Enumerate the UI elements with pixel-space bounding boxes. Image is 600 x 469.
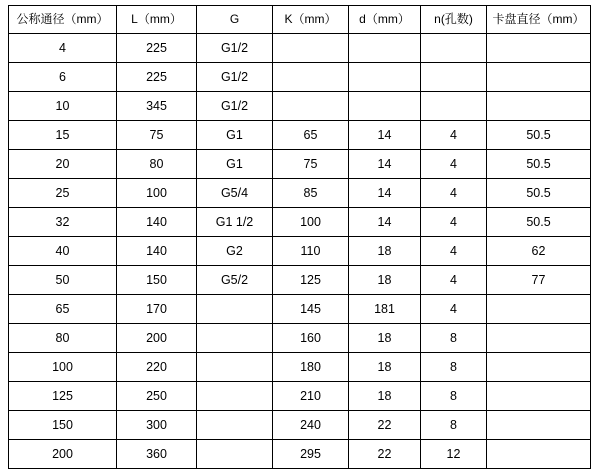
cell-thread <box>197 440 273 469</box>
cell-chuck-diameter <box>487 295 591 324</box>
table-header-row <box>9 6 591 34</box>
table-row <box>9 92 591 121</box>
cell-thread: G1 <box>197 121 273 150</box>
cell-thread <box>197 295 273 324</box>
cell-hole-count: 4 <box>421 237 487 266</box>
cell-hole-count: 12 <box>421 440 487 469</box>
cell-chuck-diameter <box>487 63 591 92</box>
cell-chuck-diameter: 50.5 <box>487 150 591 179</box>
cell-d: 181 <box>349 295 421 324</box>
cell-chuck-diameter: 62 <box>487 237 591 266</box>
cell-thread <box>197 353 273 382</box>
cell-d: 18 <box>349 324 421 353</box>
cell-k: 295 <box>273 440 349 469</box>
cell-k: 110 <box>273 237 349 266</box>
table-row <box>9 411 591 440</box>
table-body <box>9 34 591 469</box>
cell-d: 18 <box>349 353 421 382</box>
cell-hole-count: 4 <box>421 266 487 295</box>
cell-chuck-diameter: 50.5 <box>487 208 591 237</box>
cell-k: 145 <box>273 295 349 324</box>
cell-d: 22 <box>349 411 421 440</box>
cell-nominal-diameter: 15 <box>9 121 117 150</box>
table-row <box>9 150 591 179</box>
cell-chuck-diameter <box>487 324 591 353</box>
cell-hole-count: 4 <box>421 150 487 179</box>
table-row <box>9 179 591 208</box>
cell-d: 18 <box>349 266 421 295</box>
cell-hole-count: 8 <box>421 411 487 440</box>
cell-length: 225 <box>117 34 197 63</box>
cell-hole-count <box>421 92 487 121</box>
cell-length: 250 <box>117 382 197 411</box>
table-row <box>9 382 591 411</box>
cell-length: 360 <box>117 440 197 469</box>
cell-hole-count: 4 <box>421 179 487 208</box>
cell-thread: G1/2 <box>197 63 273 92</box>
cell-k: 100 <box>273 208 349 237</box>
cell-length: 140 <box>117 237 197 266</box>
table-row <box>9 121 591 150</box>
cell-hole-count <box>421 34 487 63</box>
cell-hole-count: 4 <box>421 295 487 324</box>
cell-hole-count: 8 <box>421 382 487 411</box>
cell-chuck-diameter: 50.5 <box>487 179 591 208</box>
table-row <box>9 34 591 63</box>
cell-nominal-diameter: 4 <box>9 34 117 63</box>
table-row <box>9 353 591 382</box>
cell-thread <box>197 382 273 411</box>
cell-k <box>273 63 349 92</box>
cell-chuck-diameter: 50.5 <box>487 121 591 150</box>
cell-length: 225 <box>117 63 197 92</box>
column-header-nominal-diameter: 公称通径（mm） <box>9 6 117 34</box>
cell-length: 200 <box>117 324 197 353</box>
cell-k: 240 <box>273 411 349 440</box>
column-header-thread: G <box>197 6 273 34</box>
cell-thread: G1/2 <box>197 34 273 63</box>
spec-table-sheet <box>0 5 600 461</box>
cell-k: 210 <box>273 382 349 411</box>
cell-thread: G5/4 <box>197 179 273 208</box>
column-header-k: K（mm） <box>273 6 349 34</box>
cell-hole-count: 4 <box>421 208 487 237</box>
cell-k <box>273 92 349 121</box>
cell-nominal-diameter: 32 <box>9 208 117 237</box>
table-row <box>9 266 591 295</box>
column-header-hole-count: n(孔数) <box>421 6 487 34</box>
cell-d: 18 <box>349 237 421 266</box>
cell-k: 180 <box>273 353 349 382</box>
cell-thread <box>197 324 273 353</box>
cell-nominal-diameter: 6 <box>9 63 117 92</box>
cell-length: 150 <box>117 266 197 295</box>
cell-nominal-diameter: 10 <box>9 92 117 121</box>
cell-length: 220 <box>117 353 197 382</box>
cell-hole-count: 4 <box>421 121 487 150</box>
cell-chuck-diameter <box>487 382 591 411</box>
cell-d <box>349 63 421 92</box>
cell-chuck-diameter <box>487 34 591 63</box>
cell-length: 100 <box>117 179 197 208</box>
cell-k: 65 <box>273 121 349 150</box>
cell-length: 75 <box>117 121 197 150</box>
cell-hole-count <box>421 63 487 92</box>
cell-d: 22 <box>349 440 421 469</box>
column-header-d: d（mm） <box>349 6 421 34</box>
cell-chuck-diameter <box>487 411 591 440</box>
table-row <box>9 295 591 324</box>
cell-d: 14 <box>349 208 421 237</box>
cell-length: 300 <box>117 411 197 440</box>
cell-length: 170 <box>117 295 197 324</box>
cell-thread: G1/2 <box>197 92 273 121</box>
cell-length: 345 <box>117 92 197 121</box>
column-header-length: L（mm） <box>117 6 197 34</box>
cell-k: 160 <box>273 324 349 353</box>
cell-thread: G2 <box>197 237 273 266</box>
cell-nominal-diameter: 65 <box>9 295 117 324</box>
cell-d <box>349 34 421 63</box>
cell-nominal-diameter: 80 <box>9 324 117 353</box>
cell-chuck-diameter: 77 <box>487 266 591 295</box>
table-row <box>9 208 591 237</box>
cell-thread: G5/2 <box>197 266 273 295</box>
cell-nominal-diameter: 50 <box>9 266 117 295</box>
cell-nominal-diameter: 200 <box>9 440 117 469</box>
table-row <box>9 324 591 353</box>
cell-d: 14 <box>349 121 421 150</box>
cell-chuck-diameter <box>487 440 591 469</box>
cell-nominal-diameter: 20 <box>9 150 117 179</box>
cell-thread: G1 1/2 <box>197 208 273 237</box>
cell-thread: G1 <box>197 150 273 179</box>
specification-table <box>8 5 591 469</box>
cell-thread <box>197 411 273 440</box>
cell-d: 18 <box>349 382 421 411</box>
cell-d <box>349 92 421 121</box>
cell-k: 85 <box>273 179 349 208</box>
cell-nominal-diameter: 125 <box>9 382 117 411</box>
cell-nominal-diameter: 40 <box>9 237 117 266</box>
cell-hole-count: 8 <box>421 353 487 382</box>
cell-length: 80 <box>117 150 197 179</box>
table-row <box>9 63 591 92</box>
table-row <box>9 237 591 266</box>
cell-hole-count: 8 <box>421 324 487 353</box>
cell-chuck-diameter <box>487 92 591 121</box>
cell-nominal-diameter: 150 <box>9 411 117 440</box>
cell-k: 125 <box>273 266 349 295</box>
cell-k <box>273 34 349 63</box>
cell-nominal-diameter: 100 <box>9 353 117 382</box>
cell-d: 14 <box>349 150 421 179</box>
table-row <box>9 440 591 469</box>
cell-nominal-diameter: 25 <box>9 179 117 208</box>
cell-d: 14 <box>349 179 421 208</box>
cell-chuck-diameter <box>487 353 591 382</box>
column-header-chuck-diameter: 卡盘直径（mm） <box>487 6 591 34</box>
cell-k: 75 <box>273 150 349 179</box>
cell-length: 140 <box>117 208 197 237</box>
